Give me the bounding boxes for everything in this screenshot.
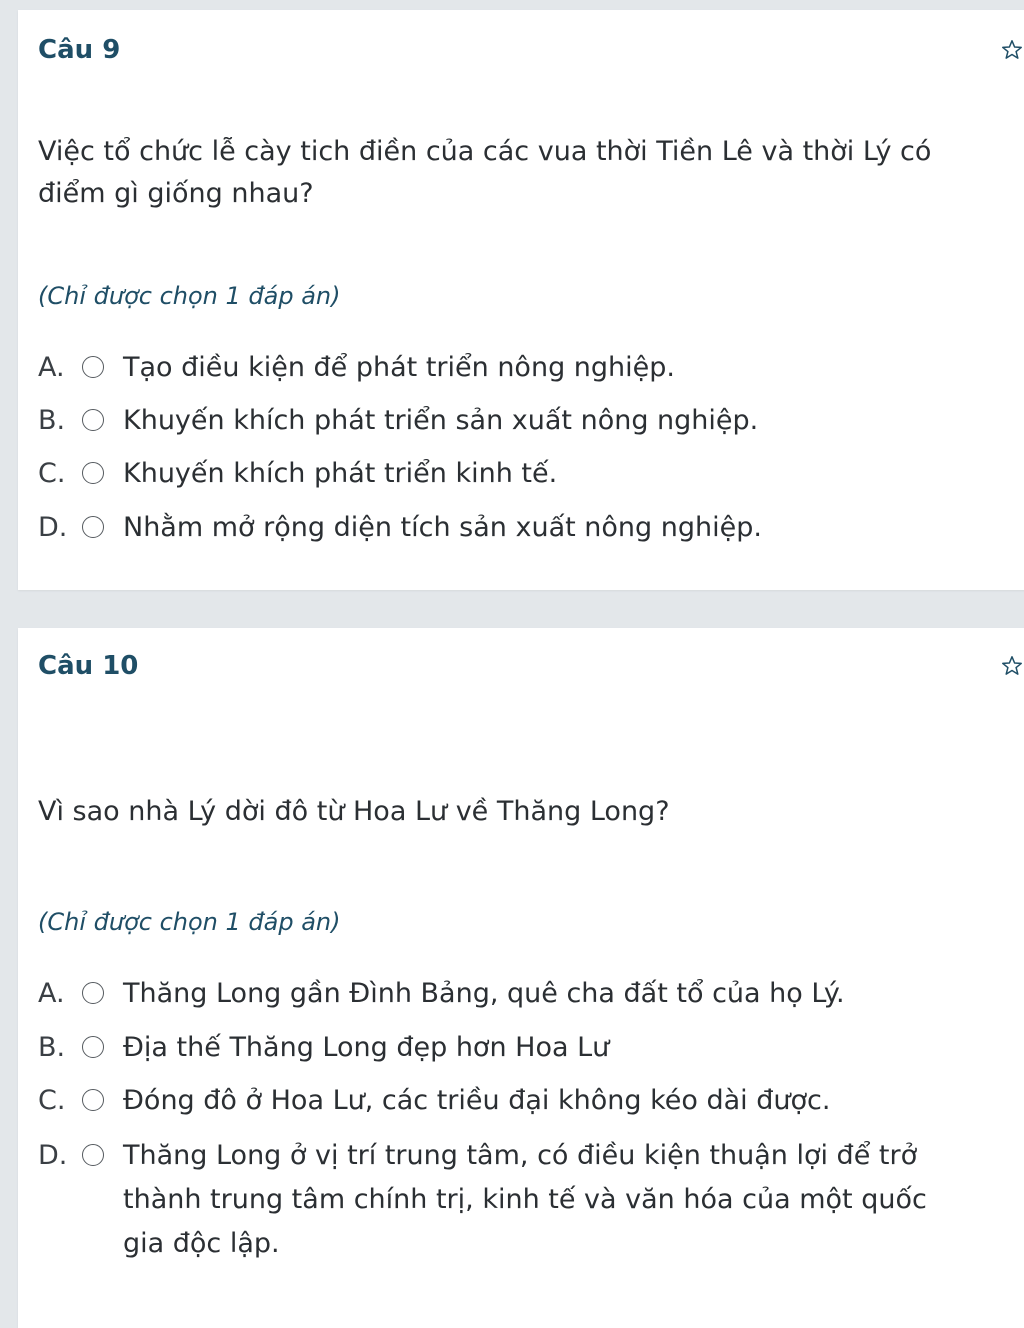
option-a[interactable] [38, 972, 1018, 1016]
question-card-10 [18, 628, 1024, 1328]
option-letter: C. [38, 458, 66, 489]
radio-button[interactable] [82, 982, 104, 1004]
radio-button[interactable] [82, 1144, 104, 1166]
question-text: Vì sao nhà Lý dời đô từ Hoa Lư về Thăng Long? [38, 796, 670, 827]
option-letter: B. [38, 405, 66, 436]
option-c[interactable] [38, 452, 1018, 496]
option-text: Nhằm mở rộng diện tích sản xuất nông nghiệp. [123, 512, 762, 543]
option-text: Thăng Long ở vị trí trung tâm, có điều kiện thuận lợi để trở thành trung tâm chính trị, kinh tế và văn hóa của một quốc gia độc lập. [123, 1140, 927, 1259]
option-letter: D. [38, 512, 68, 543]
answer-hint: (Chỉ được chọn 1 đáp án) [38, 908, 341, 936]
star-icon[interactable] [1000, 654, 1024, 678]
radio-button[interactable] [82, 356, 104, 378]
question-header [38, 30, 1024, 70]
option-text: Thăng Long gần Đình Bảng, quê cha đất tổ của họ Lý. [123, 978, 845, 1009]
option-text: Tạo điều kiện để phát triển nông nghiệp. [123, 352, 675, 383]
option-b[interactable] [38, 399, 1018, 443]
option-c[interactable] [38, 1079, 1018, 1123]
radio-button[interactable] [82, 1089, 104, 1111]
question-text: Việc tổ chức lễ cày tich điền của các vua thời Tiền Lê và thời Lý có điểm gì giống nhau? [38, 136, 932, 209]
option-text: Khuyến khích phát triển kinh tế. [123, 458, 558, 489]
star-icon[interactable] [1000, 38, 1024, 62]
option-letter: C. [38, 1085, 66, 1116]
radio-button[interactable] [82, 1036, 104, 1058]
answer-hint: (Chỉ được chọn 1 đáp án) [38, 282, 341, 310]
option-b[interactable] [38, 1026, 1018, 1070]
question-number: Câu 10 [38, 651, 139, 681]
option-d[interactable] [38, 1134, 938, 1266]
radio-button[interactable] [82, 462, 104, 484]
option-letter: B. [38, 1032, 66, 1063]
question-card-9 [18, 10, 1024, 590]
radio-button[interactable] [82, 409, 104, 431]
question-header [38, 646, 1024, 686]
option-letter: A. [38, 978, 65, 1009]
option-text: Khuyến khích phát triển sản xuất nông nghiệp. [123, 405, 759, 436]
option-text: Địa thế Thăng Long đẹp hơn Hoa Lư [123, 1032, 610, 1063]
radio-button[interactable] [82, 516, 104, 538]
option-text: Đóng đô ở Hoa Lư, các triều đại không kéo dài được. [123, 1085, 831, 1116]
option-letter: A. [38, 352, 65, 383]
option-d[interactable] [38, 506, 1018, 550]
option-letter: D. [38, 1140, 68, 1171]
option-a[interactable] [38, 346, 1018, 390]
question-number: Câu 9 [38, 35, 121, 65]
